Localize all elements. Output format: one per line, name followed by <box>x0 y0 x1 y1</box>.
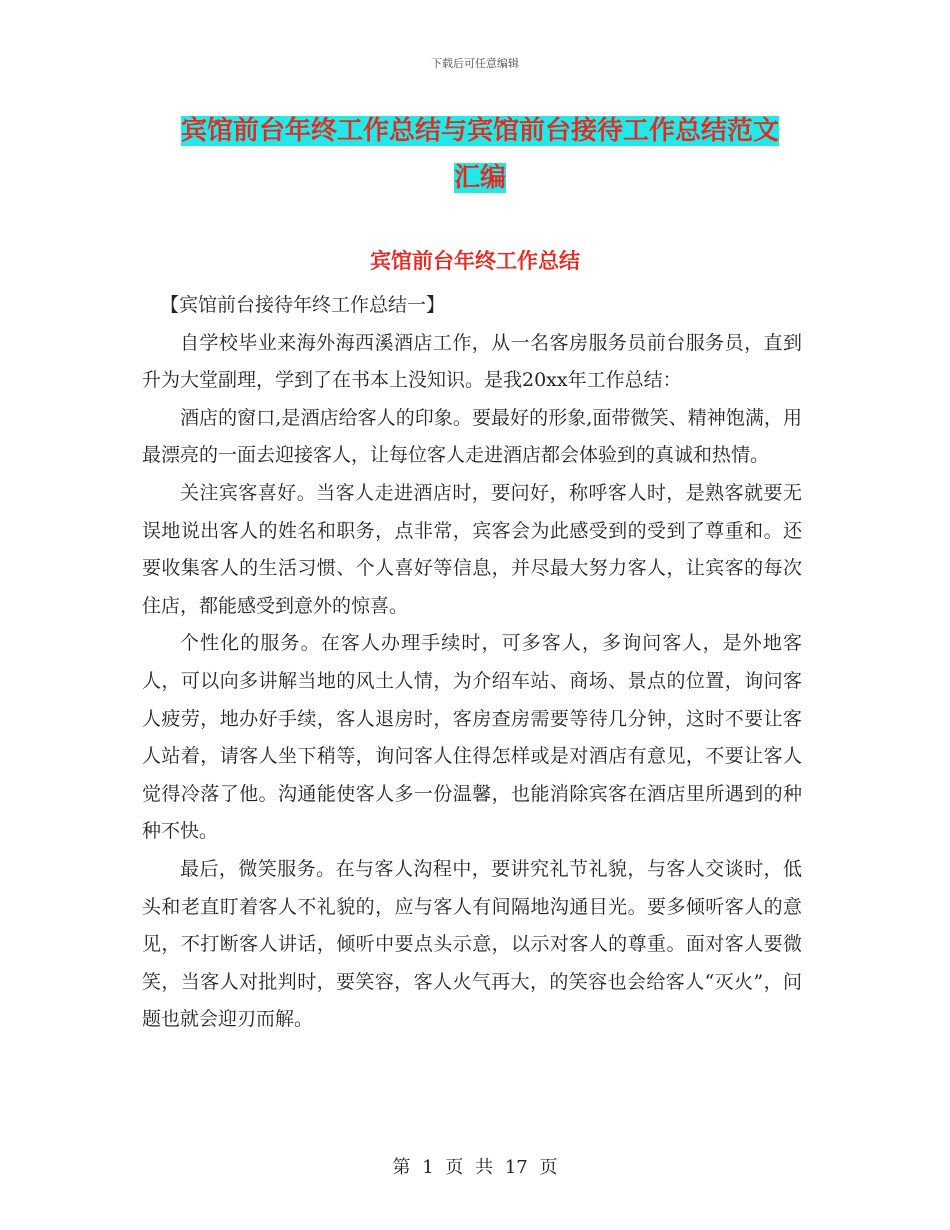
paragraph: 关注宾客喜好。当客人走进酒店时，要问好，称呼客人时，是熟客就要无误地说出客人的姓名和职务，点非常，宾客会为此感受到的受到了尊重和。还要收集客人的生活习惯、个人喜好等信息，并尽最大努力客人，让宾客的每次住店，都能感受到意外的惊喜。 <box>142 481 802 617</box>
subheading: 【宾馆前台接待年终工作总结一】 <box>160 294 446 316</box>
section-title: 宾馆前台年终工作总结 <box>370 249 580 273</box>
paragraph: 自学校毕业来海外海西溪酒店工作，从一名客房服务员前台服务员，直到升为大堂副理，学到了在书本上没知识。是我20xx年工作总结： <box>142 331 802 392</box>
document-title <box>100 108 860 202</box>
page-footer: 第 1 页 共 17 页 <box>392 1157 558 1178</box>
header-note: 下载后可任意编辑 <box>431 57 519 70</box>
document-title-line1: 宾馆前台年终工作总结与宾馆前台接待工作总结范文 <box>180 116 779 146</box>
paragraph: 个性化的服务。在客人办理手续时，可多客人，多询问客人，是外地客人，可以向多讲解当地的风土人情，为介绍车站、商场、景点的位置，询问客人疲劳，地办好手续，客人退房时，客房查房需要等待几分钟，这时不要让客人站着，请客人坐下稍等，询问客人住得怎样或是对酒店有意见，不要让客人觉得冷落了他。沟通能使客人多一份温馨，也能消除宾客在酒店里所遇到的种种不快。 <box>142 632 802 843</box>
body-text <box>142 287 802 1039</box>
paragraph: 最后，微笑服务。在与客人沟程中，要讲究礼节礼貌，与客人交谈时，低头和老直盯着客人不礼貌的，应与客人有间隔地沟通目光。要多倾听客人的意见，不打断客人讲话，倾听中要点头示意，以示对客人的尊重。面对客人要微笑，当客人对批判时，要笑容，客人火气再大，的笑容也会给客人“灭火”，问题也就会迎刃而解。 <box>142 857 802 1031</box>
paragraph: 酒店的窗口,是酒店给客人的印象。要最好的形象,面带微笑、精神饱满，用最漂亮的一面去迎接客人，让每位客人走进酒店都会体验到的真诚和热情。 <box>142 406 802 467</box>
document-title-line2: 汇编 <box>453 163 506 193</box>
